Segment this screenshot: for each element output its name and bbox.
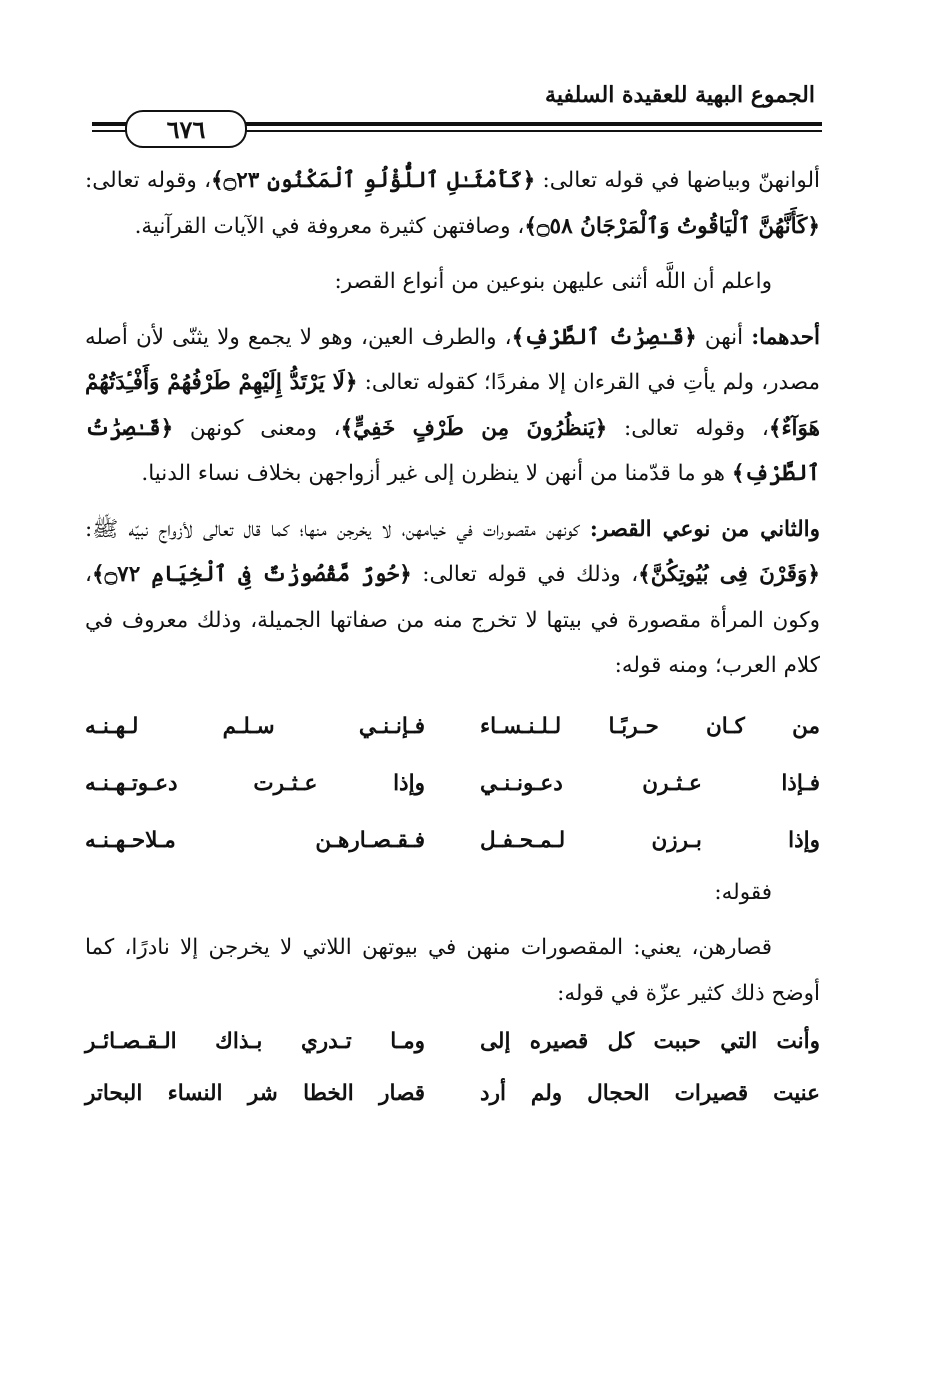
text-run: أنهن: [696, 324, 752, 350]
quran-quote: ﴿لَا يَرْتَدُّ إِلَيْهِمْ طَرْفُهُمْ وَأَفْـِٔدَتُهُمْ هَوَآءٌ﴾: [85, 370, 820, 441]
verse-first-hemistich: عنيت قصيرات الحجال ولم أرد: [480, 1081, 820, 1107]
quran-quote: ﴿يَنظُرُونَ مِن طَرْفٍ خَفِيٍّ﴾: [340, 415, 608, 441]
verse-first-hemistich: فـإذا عـثـرن دعـونـنـي: [480, 771, 820, 797]
verse-second-hemistich: فـإنـنـي سـلـم لـهـنـه: [85, 714, 425, 740]
paragraph-colors: [85, 158, 820, 249]
section-lead: أحدهما:: [751, 324, 821, 350]
text-run: ألوانهنّ وبياضها في قوله تعالى:: [535, 168, 820, 193]
verse-second-hemistich: وإذا عـثـرت دعـوتـهـنـه: [85, 771, 425, 797]
page-body: [85, 158, 820, 1120]
poem-verse: [85, 1016, 820, 1068]
quran-quote: ﴿كَأَنَّهُنَّ ٱلْيَاقُوتُ وَٱلْمَرْجَانُ ۝٥٨﴾: [524, 213, 820, 239]
poem-first: [85, 699, 820, 870]
paragraph-first-kind: [85, 315, 820, 497]
section-lead: والثاني من نوعي القصر:: [589, 516, 820, 542]
verse-first-hemistich: وأنت التي حببت كل قصيره إلى: [480, 1029, 820, 1055]
verse-second-hemistich: ومـا تـدري بـذاك الـقـصـائـر: [85, 1029, 425, 1055]
quran-quote: ﴿وَقَرْنَ فِى بُيُوتِكُنَّ﴾: [638, 562, 820, 587]
paragraph-qisarihinna: قصارهن، يعني: المقصورات منهن في بيوتهن اللاتي لا يخرجن إلا نادرًا، كما أوضح ذلك كثير عزّة في قوله:: [85, 935, 820, 1006]
text-run: ، وصافتهن كثيرة معروفة في الآيات القرآنية.: [134, 213, 525, 239]
verse-first-hemistich: وإذا بـرزن لـمـحـفـل: [480, 828, 820, 854]
page-number-badge: ٦٧٦: [125, 110, 247, 148]
poem-verse: [85, 1068, 820, 1120]
text-run: كونهن مقصورات في خيامهن، لا يخرجن منها؛ كما قال تعالى لأزواج نبيّه ﷺ:: [85, 516, 590, 542]
quran-quote: ﴿قَـٰصِرَٰتُ ٱلطَّرْفِ﴾: [85, 415, 820, 486]
quran-quote: ﴿حُورٌ مَّقْصُورَٰتٌ فِى ٱلْخِيَامِ ۝٧٢﴾: [91, 562, 412, 587]
text-run: ، وقوله تعالى:: [607, 415, 769, 441]
text-run: هو ما قدّمنا من أنهن لا ينظرن إلى غير أزواجهن بخلاف نساء الدنيا.: [141, 461, 732, 486]
verse-first-hemistich: من كـان حـربًـا لـلـنـسـاء: [480, 714, 820, 740]
poem-verse: [85, 699, 820, 756]
text-run: ، وذلك في قوله تعالى:: [411, 562, 639, 587]
text-run: ، وقوله تعالى:: [85, 168, 212, 193]
verse-second-hemistich: قصار الخطا شر النساء البحاتر: [85, 1081, 425, 1107]
text-run: ، والطرف العين، وهو لا يجمع ولا يثنّى لأن أصله مصدر، ولم يأتِ في القرءان إلا مفردًا؛ كقوله تعالى:: [85, 324, 820, 395]
quran-quote: ﴿قَـٰصِرَٰتُ ٱلطَّرْفِ﴾: [511, 324, 697, 350]
poem-verse: [85, 756, 820, 813]
running-header-title: الجموع البهية للعقيدة السلفية: [545, 82, 815, 108]
poem-second: [85, 1016, 820, 1120]
text-run: ، ومعنى كونهن: [173, 415, 341, 441]
verse-second-hemistich: فـقـصـارهـن مـلاحـهـنـه: [85, 828, 425, 854]
paragraph-second-kind: [85, 507, 820, 689]
text-run: ، وكون المرأة مقصورة في بيتها لا تخرج منه من صفاتها الجميلة، وذلك معروف في كلام العرب؛ ومنه قوله:: [85, 562, 820, 678]
paragraph-two-kinds: واعلم أن اللَّه أثنى عليهن بنوعين من أنواع القصر:: [334, 269, 772, 294]
paragraph-his-saying: فقوله:: [714, 879, 772, 905]
quran-quote: ﴿كَأَمْثَـٰلِ ٱللُّؤْلُوِ ٱلْمَكْنُونِ ۝٢٣﴾: [211, 168, 536, 193]
poem-verse: [85, 813, 820, 870]
